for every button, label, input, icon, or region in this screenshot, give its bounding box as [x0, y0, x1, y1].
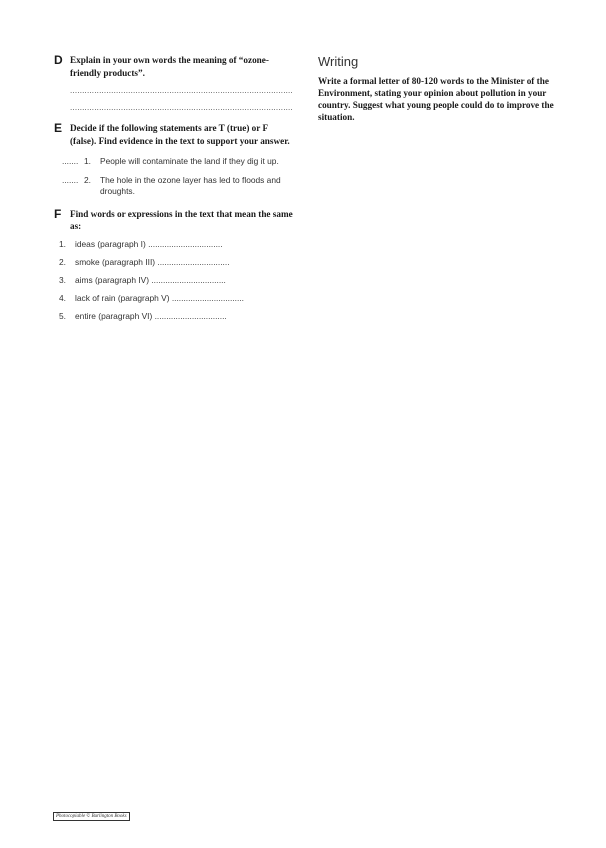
answer-line[interactable]: ............................................................................................: [70, 86, 293, 95]
tf-list: [62, 156, 294, 198]
left-column: [54, 54, 294, 329]
item-number: 4.: [59, 292, 66, 303]
section-letter: F: [54, 206, 62, 221]
item-text[interactable]: ideas (paragraph I) ................................: [75, 238, 223, 249]
item-number: 5.: [59, 310, 66, 321]
section-e: [54, 122, 294, 147]
copyright-footer: Photocopiable © Burlington Books: [53, 812, 130, 821]
item-text[interactable]: aims (paragraph IV) ................................: [75, 274, 226, 285]
list-item: [59, 275, 294, 286]
answer-line[interactable]: ............................................................................................: [70, 103, 293, 112]
list-item: [62, 156, 294, 168]
item-number: 1.: [84, 156, 91, 166]
list-item: [59, 239, 294, 250]
writing-heading: Writing: [318, 54, 359, 69]
vocab-list: [59, 239, 294, 322]
section-f-instruction: Find words or expressions in the text that mean the same as:: [70, 208, 293, 231]
item-text[interactable]: smoke (paragraph III) ...............................: [75, 256, 230, 267]
item-text: The hole in the ozone layer has led to floods and droughts.: [100, 174, 281, 196]
section-letter: D: [54, 53, 63, 67]
list-item: [59, 293, 294, 304]
item-number: 3.: [59, 274, 66, 285]
item-number: 2.: [84, 174, 91, 185]
section-d: [54, 54, 294, 113]
list-item: [59, 311, 294, 322]
section-f: [54, 208, 294, 233]
section-d-instruction: Explain in your own words the meaning of “ozone-friendly products”.: [70, 55, 269, 78]
right-column: [318, 54, 558, 123]
section-letter: E: [54, 121, 63, 135]
list-item: [62, 175, 294, 198]
item-number: 1.: [59, 238, 66, 249]
item-text[interactable]: lack of rain (paragraph V) ...............................: [75, 292, 244, 303]
item-text: People will contaminate the land if they dig it up.: [100, 156, 279, 166]
section-e-instruction: Decide if the following statements are T (true) or F (false). Find evidence in the text to support your answer.: [70, 123, 290, 146]
answer-blank[interactable]: .......: [62, 174, 79, 185]
writing-task-text: Write a formal letter of 80-120 words to the Minister of the Environment, stating your opinion about pollution in your country. Suggest what young people could do to improve the situation.: [318, 76, 554, 122]
item-text[interactable]: entire (paragraph VI) ...............................: [75, 310, 227, 321]
answer-blank[interactable]: .......: [62, 156, 79, 166]
list-item: [59, 257, 294, 268]
item-number: 2.: [59, 256, 66, 267]
